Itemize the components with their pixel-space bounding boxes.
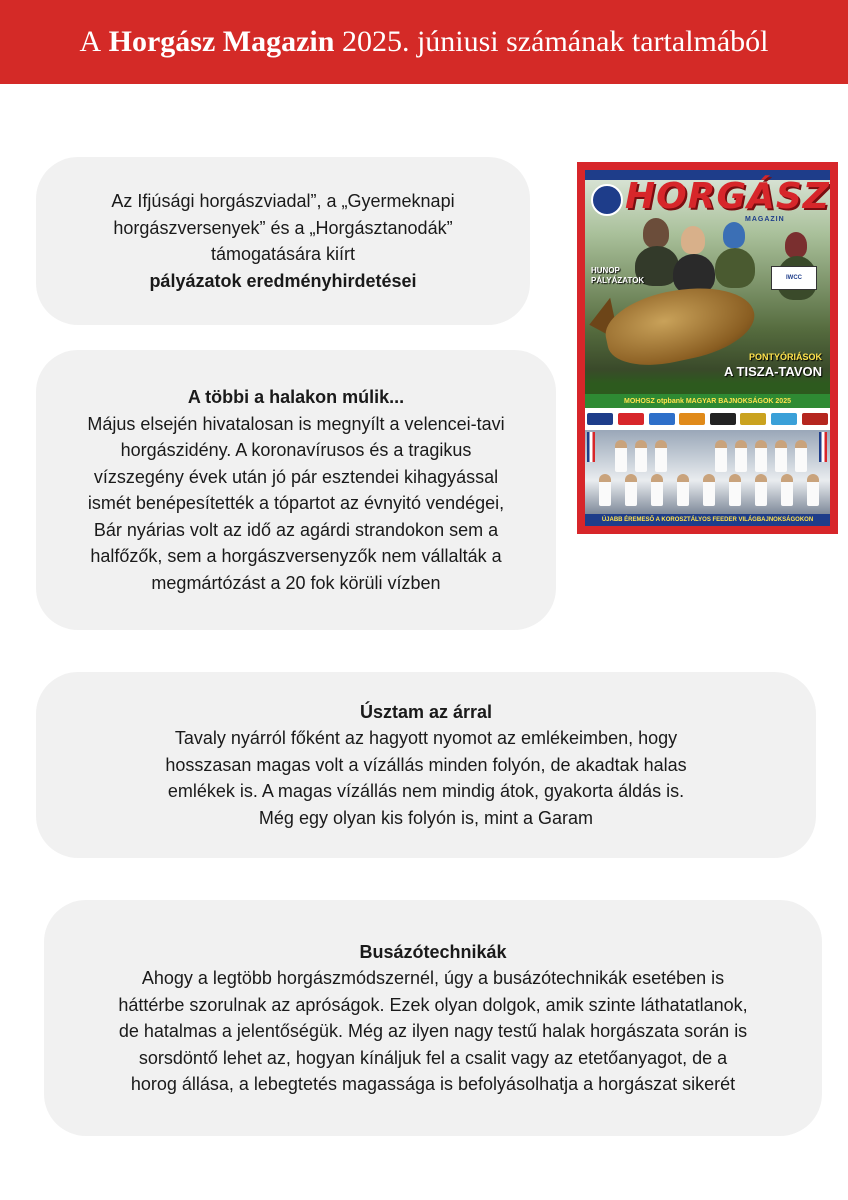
cover-caption-right-1: PONTYÓRIÁSOK bbox=[748, 352, 822, 362]
article-line: Ahogy a legtöbb horgászmódszernél, úgy a busázótechnikák esetében is bbox=[141, 968, 725, 988]
article-title: pályázatok eredményhirdetései bbox=[149, 270, 417, 291]
article-line: horgászidény. A koronavírusos és a tragikus bbox=[120, 440, 472, 460]
carp-fish-icon bbox=[599, 275, 760, 375]
page-header bbox=[0, 0, 848, 84]
article-card-palyazatok bbox=[36, 157, 530, 325]
article-line: ismét benépesítették a tópartot az évnyitó vendégei, bbox=[87, 493, 505, 513]
angler-figure-icon bbox=[681, 226, 705, 254]
article-line: emlékek is. A magas vízállás nem mindig átok, gyakorta áldás is. bbox=[167, 781, 685, 802]
angler-figure-icon bbox=[715, 248, 755, 288]
team-member-icon bbox=[735, 440, 747, 472]
team-member-icon bbox=[729, 474, 741, 506]
sponsor-logo-icon bbox=[679, 413, 705, 425]
article-title: A többi a halakon múlik... bbox=[187, 387, 405, 407]
article-line: megmártózást a 20 fok körüli vízben bbox=[151, 572, 441, 593]
team-member-icon bbox=[795, 440, 807, 472]
article-line: Az Ifjúsági horgászviadal”, a „Gyermeknapi bbox=[111, 191, 455, 211]
sponsor-logo-icon bbox=[710, 413, 736, 425]
cover-caption-left-1: HUNOP bbox=[591, 266, 620, 275]
team-member-icon bbox=[715, 440, 727, 472]
team-member-icon bbox=[635, 440, 647, 472]
article-line: Tavaly nyárról főként az hagyott nyomot az emlékeimben, hogy bbox=[174, 728, 678, 749]
sponsor-logo-icon bbox=[587, 413, 613, 425]
sponsor-logo-icon bbox=[649, 413, 675, 425]
team-member-icon bbox=[655, 440, 667, 472]
article-title: Úsztam az árral bbox=[359, 701, 493, 722]
angler-figure-icon bbox=[723, 222, 745, 248]
article-line: támogatására kiírt bbox=[210, 244, 356, 264]
cover-bottom-band: ÚJABB ÉREMESŐ A KOROSZTÁLYOS FEEDER VILÁGBAJNOKSÁGOKON bbox=[585, 514, 830, 526]
magazine-cover bbox=[577, 162, 838, 534]
article-card-busazotechnikak bbox=[44, 900, 822, 1136]
mohosz-logo-icon bbox=[591, 184, 623, 216]
angler-figure-icon bbox=[785, 232, 807, 258]
team-member-icon bbox=[615, 440, 627, 472]
cover-caption-left-2: PÁLYÁZATOK bbox=[591, 276, 645, 285]
header-magazine-name: Horgász Magazin bbox=[108, 25, 335, 58]
cover-masthead-sub: MAGAZIN bbox=[745, 216, 785, 223]
cover-championship-strip: MOHOSZ otpbank MAGYAR BAJNOKSÁGOK 2025 bbox=[585, 394, 830, 408]
cover-caption-right-2: A TISZA-TAVON bbox=[724, 364, 822, 379]
article-line: hosszasan magas volt a vízállás minden folyón, de akadtak halas bbox=[165, 754, 687, 775]
article-card-usztam-az-arral bbox=[36, 672, 816, 858]
cover-sign: IWCC bbox=[771, 266, 817, 290]
article-line: de hatalmas a jelentőségük. Még az ilyen nagy testű halak horgászata során is bbox=[118, 1021, 748, 1041]
sponsor-logo-icon bbox=[771, 413, 797, 425]
sponsor-logo-icon bbox=[740, 413, 766, 425]
article-line: horgászversenyek” és a „Horgásztanodák” bbox=[113, 217, 453, 238]
article-line: Bár nyárias volt az idő az agárdi strandokon sem a bbox=[93, 519, 499, 540]
cover-masthead: HORGÁSZ bbox=[625, 176, 830, 217]
sponsor-logo-icon bbox=[618, 413, 644, 425]
article-line: háttérbe szorulnak az apróságok. Ezek olyan dolgok, amik szinte láthatatlanok, bbox=[118, 994, 748, 1015]
article-card-tobbi-a-halakon bbox=[36, 350, 556, 630]
team-member-icon bbox=[781, 474, 793, 506]
team-member-icon bbox=[755, 440, 767, 472]
team-member-icon bbox=[599, 474, 611, 506]
article-line: horog állása, a lebegtetés magassága is befolyásolhatja a horgászat sikerét bbox=[130, 1074, 736, 1094]
team-member-icon bbox=[677, 474, 689, 506]
flag-icon bbox=[819, 432, 827, 462]
article-line: Még egy olyan kis folyón is, mint a Garam bbox=[258, 807, 594, 828]
team-member-icon bbox=[703, 474, 715, 506]
article-line: vízszegény évek után jó pár esztendei kihagyással bbox=[93, 466, 499, 487]
header-suffix: 2025. júniusi számának tartalmából bbox=[341, 25, 769, 58]
sponsor-logo-icon bbox=[802, 413, 828, 425]
article-line: sorsdöntő lehet az, hogyan kínáljuk fel a csalit vagy az etetőanyagot, de a bbox=[138, 1047, 728, 1068]
article-line: Május elsején hivatalosan is megnyílt a velencei-tavi bbox=[87, 413, 505, 434]
cover-photo bbox=[585, 170, 830, 526]
article-line: halfőzők, sem a horgászversenyzők nem vállalták a bbox=[90, 546, 502, 566]
team-member-icon bbox=[807, 474, 819, 506]
flag-icon bbox=[587, 432, 595, 462]
team-member-icon bbox=[775, 440, 787, 472]
cover-sponsor-logos bbox=[585, 408, 830, 430]
header-prefix: A bbox=[79, 25, 102, 58]
team-member-icon bbox=[755, 474, 767, 506]
team-member-icon bbox=[651, 474, 663, 506]
article-title: Busázótechnikák bbox=[359, 941, 507, 962]
angler-figure-icon bbox=[643, 218, 669, 248]
team-member-icon bbox=[625, 474, 637, 506]
